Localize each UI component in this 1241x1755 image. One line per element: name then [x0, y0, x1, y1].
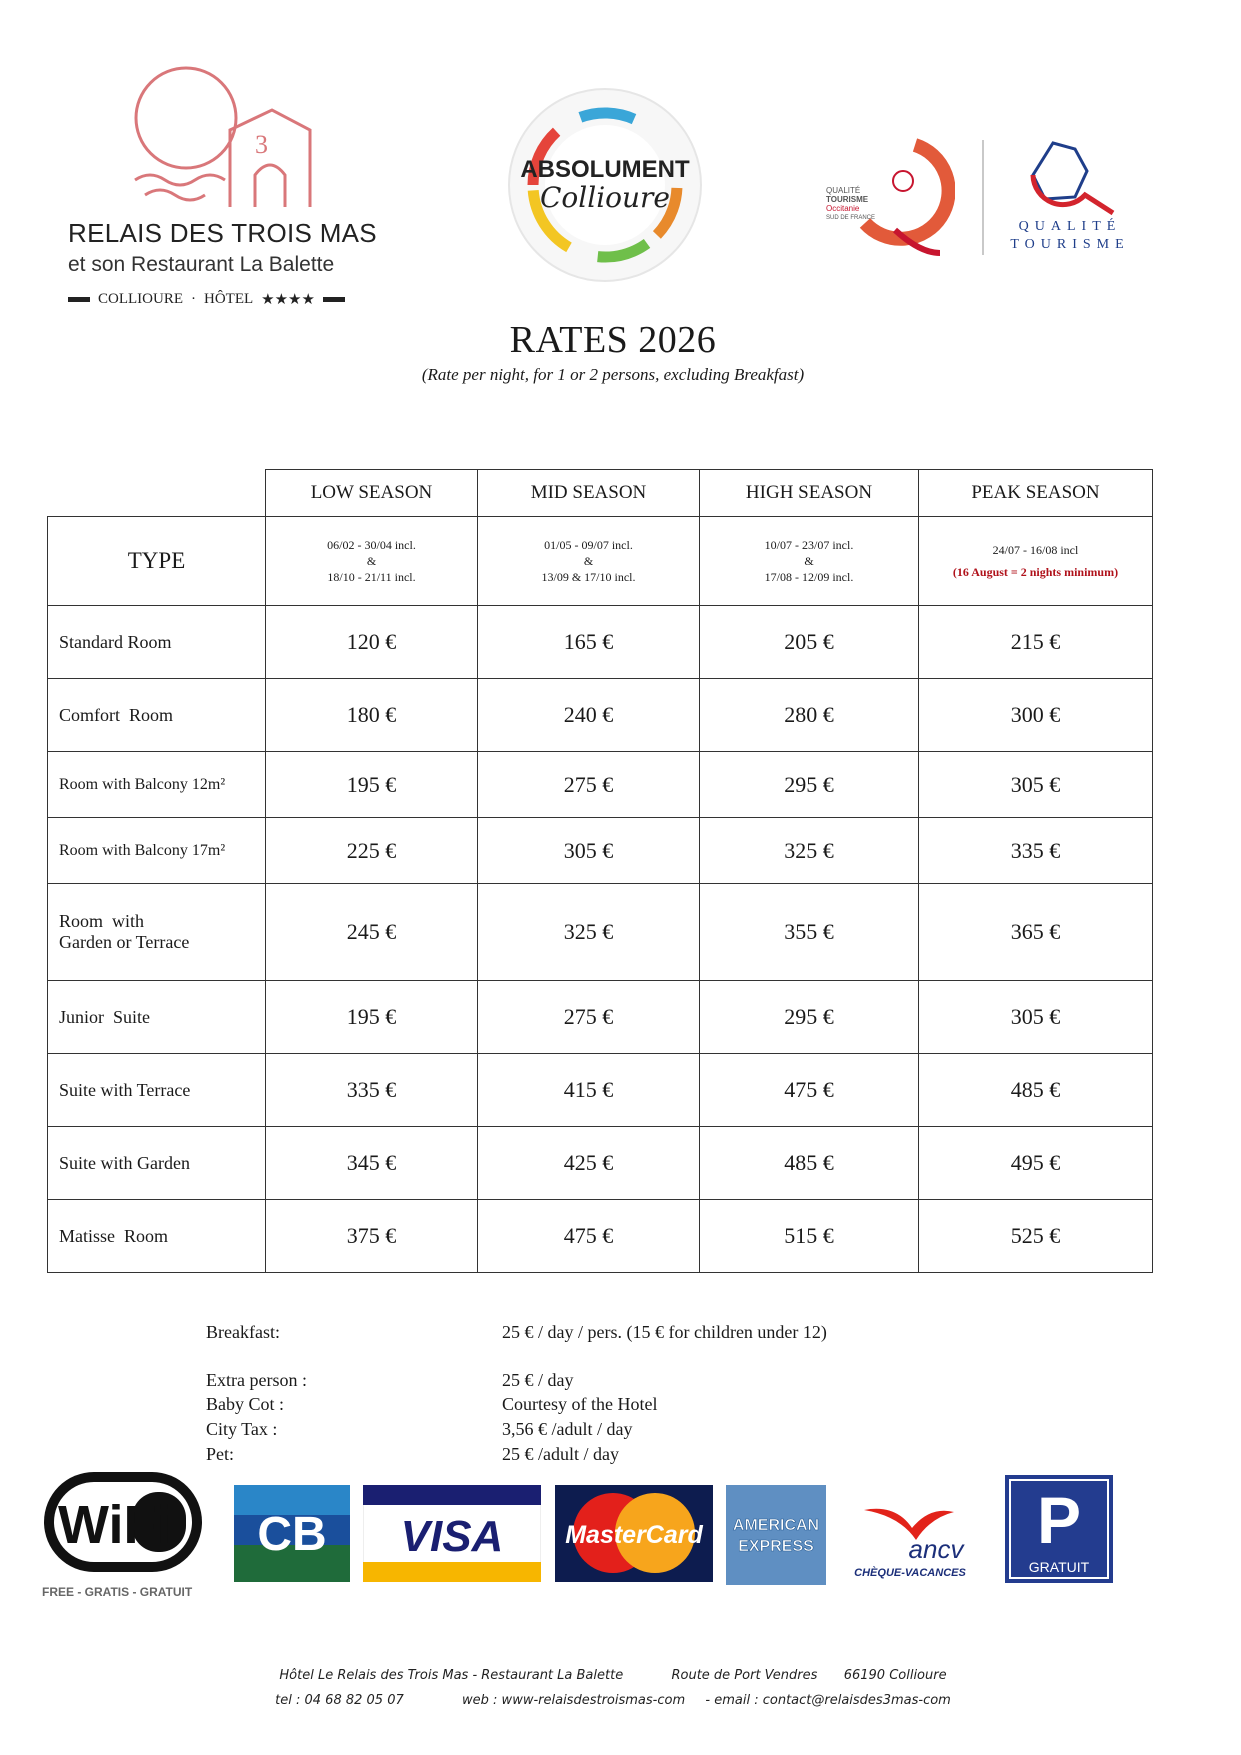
date-separator: &	[804, 554, 814, 568]
peak-minimum-stay-note: (16 August = 2 nights minimum)	[952, 565, 1119, 579]
season-peak-dates	[919, 517, 1153, 606]
qualite-tourisme-badge	[1005, 135, 1135, 260]
rate-row	[48, 752, 1153, 818]
room-type: Comfort Room	[48, 679, 266, 752]
price-low: 120 €	[266, 606, 478, 679]
room-type: Junior Suite	[48, 981, 266, 1054]
season-peak-header: PEAK SEASON	[919, 470, 1153, 517]
season-mid-dates	[478, 517, 700, 606]
tagline-place: COLLIOURE	[98, 291, 183, 307]
season-mid-header: MID SEASON	[478, 470, 700, 517]
american-express-icon	[726, 1485, 826, 1585]
baby-cot-label: Baby Cot :	[206, 1394, 285, 1414]
date-range: 06/02 - 30/04 incl.	[327, 538, 416, 552]
breakfast-value: 25 € / day / pers. (15 € for children under 12)	[502, 1322, 827, 1342]
rate-row	[48, 884, 1153, 981]
visa-card-icon	[363, 1485, 541, 1582]
page-title: RATES 2026	[509, 319, 717, 361]
svg-text:Occitanie: Occitanie	[826, 204, 860, 213]
rate-row	[48, 818, 1153, 884]
price-mid: 415 €	[478, 1054, 700, 1127]
price-high: 205 €	[700, 606, 919, 679]
rate-row	[48, 1054, 1153, 1127]
rate-row	[48, 981, 1153, 1054]
svg-text:MasterCard: MasterCard	[565, 1521, 703, 1549]
price-peak: 525 €	[919, 1200, 1153, 1273]
extra-person-label: Extra person :	[206, 1370, 307, 1390]
price-mid: 475 €	[478, 1200, 700, 1273]
price-peak: 365 €	[919, 884, 1153, 981]
date-range: 17/08 - 12/09 incl.	[764, 570, 854, 584]
price-mid: 240 €	[478, 679, 700, 752]
footer-contact-line	[0, 1693, 1226, 1708]
price-mid: 305 €	[478, 818, 700, 884]
svg-text:EXPRESS: EXPRESS	[738, 1538, 814, 1555]
footer-city: 66190 Collioure	[843, 1668, 947, 1683]
room-type: Standard Room	[48, 606, 266, 679]
price-low: 180 €	[266, 679, 478, 752]
price-high: 280 €	[700, 679, 919, 752]
price-peak: 305 €	[919, 981, 1153, 1054]
svg-text:ancv: ancv	[908, 1534, 964, 1564]
price-high: 355 €	[700, 884, 919, 981]
date-separator: &	[583, 554, 594, 568]
hotel-logo-mark	[60, 30, 390, 230]
svg-text:WiFi: WiFi	[58, 1495, 172, 1555]
price-low: 225 €	[266, 818, 478, 884]
price-mid: 275 €	[478, 752, 700, 818]
season-high-header: HIGH SEASON	[700, 470, 919, 517]
rate-row	[48, 1127, 1153, 1200]
price-peak: 495 €	[919, 1127, 1153, 1200]
price-mid: 275 €	[478, 981, 700, 1054]
price-high: 515 €	[700, 1200, 919, 1273]
date-range: 18/10 - 21/11 incl.	[327, 570, 416, 584]
price-mid: 425 €	[478, 1127, 700, 1200]
pet-value: 25 € /adult / day	[502, 1444, 619, 1464]
price-low: 195 €	[266, 981, 478, 1054]
absolument-collioure-badge	[505, 85, 705, 285]
room-type-line: Garden or Terrace	[59, 932, 190, 952]
rate-row	[48, 679, 1153, 752]
page-subtitle: (Rate per night, for 1 or 2 persons, excluding Breakfast)	[421, 365, 805, 384]
svg-text:VISA: VISA	[400, 1512, 504, 1561]
city-tax-value: 3,56 € /adult / day	[502, 1419, 633, 1439]
price-low: 345 €	[266, 1127, 478, 1200]
room-type: Room with Balcony 12m²	[48, 752, 266, 818]
footer-street: Route de Port Vendres	[671, 1668, 818, 1683]
breakfast-label: Breakfast:	[206, 1322, 280, 1342]
hotel-restaurant: et son Restaurant La Balette	[68, 253, 335, 276]
rates-table	[47, 469, 1153, 1273]
city-tax-label: City Tax :	[206, 1419, 278, 1439]
price-mid: 325 €	[478, 884, 700, 981]
season-low-header: LOW SEASON	[266, 470, 478, 517]
price-high: 475 €	[700, 1054, 919, 1127]
price-low: 195 €	[266, 752, 478, 818]
season-high-dates	[700, 517, 919, 606]
price-peak: 485 €	[919, 1054, 1153, 1127]
free-parking-icon	[1005, 1475, 1113, 1583]
date-range: 10/07 - 23/07 incl.	[764, 538, 854, 552]
price-peak: 305 €	[919, 752, 1153, 818]
qualite-tourisme-occitanie-badge	[820, 135, 955, 260]
ancv-cheque-vacances-icon	[846, 1490, 974, 1580]
tagline-bar	[323, 297, 345, 302]
svg-text:Collioure: Collioure	[540, 181, 670, 214]
room-type-line: Room with	[59, 911, 145, 931]
tagline-bar	[68, 297, 90, 302]
svg-text:QUALITÉ: QUALITÉ	[826, 186, 861, 195]
svg-text:AMERICAN: AMERICAN	[732, 1517, 820, 1534]
tagline-dot: ·	[191, 291, 196, 307]
svg-text:P: P	[1036, 1483, 1082, 1557]
room-type: Suite with Garden	[48, 1127, 266, 1200]
date-separator: &	[366, 554, 377, 568]
rate-row	[48, 606, 1153, 679]
svg-text:CHÈQUE-VACANCES: CHÈQUE-VACANCES	[854, 1567, 966, 1579]
svg-text:3: 3	[255, 130, 268, 159]
price-high: 295 €	[700, 981, 919, 1054]
room-type	[48, 884, 266, 981]
svg-text:TOURISME: TOURISME	[826, 195, 869, 204]
price-high: 325 €	[700, 818, 919, 884]
tagline-stars: ★★★★	[261, 292, 315, 308]
tagline-category: HÔTEL	[204, 291, 254, 307]
empty-corner-cell	[48, 470, 266, 517]
svg-text:QUALITÉ: QUALITÉ	[1018, 219, 1122, 234]
footer-address-line	[0, 1668, 1226, 1683]
date-range: 13/09 & 17/10 incl.	[541, 570, 636, 584]
pet-label: Pet:	[206, 1444, 235, 1464]
svg-text:SUD DE FRANCE: SUD DE FRANCE	[826, 215, 876, 221]
svg-text:CB: CB	[257, 1508, 327, 1561]
footer-website-link[interactable]: web : www-relaisdestroismas-com	[462, 1693, 686, 1708]
type-header: TYPE	[48, 517, 266, 606]
price-high: 295 €	[700, 752, 919, 818]
room-type: Room with Balcony 17m²	[48, 818, 266, 884]
rate-row	[48, 1200, 1153, 1273]
price-peak: 215 €	[919, 606, 1153, 679]
cb-card-icon	[234, 1485, 350, 1582]
badge-divider	[982, 140, 984, 255]
date-range: 01/05 - 09/07 incl.	[544, 538, 633, 552]
room-type: Suite with Terrace	[48, 1054, 266, 1127]
svg-text:ABSOLUMENT: ABSOLUMENT	[520, 156, 690, 183]
hotel-name: RELAIS DES TROIS MAS	[68, 218, 377, 248]
hotel-tagline	[68, 290, 345, 309]
extra-person-value: 25 € / day	[502, 1370, 574, 1390]
price-low: 335 €	[266, 1054, 478, 1127]
price-low: 245 €	[266, 884, 478, 981]
baby-cot-value: Courtesy of the Hotel	[502, 1394, 658, 1414]
price-peak: 300 €	[919, 679, 1153, 752]
price-low: 375 €	[266, 1200, 478, 1273]
svg-text:GRATUIT: GRATUIT	[1028, 1559, 1090, 1575]
svg-text:TOURISME: TOURISME	[1010, 237, 1130, 252]
price-mid: 165 €	[478, 606, 700, 679]
price-high: 485 €	[700, 1127, 919, 1200]
wifi-icon	[40, 1468, 210, 1603]
room-type: Matisse Room	[48, 1200, 266, 1273]
season-header-row	[48, 470, 1153, 517]
season-low-dates	[266, 517, 478, 606]
svg-text:FREE - GRATIS - GRATUIT: FREE - GRATIS - GRATUIT	[42, 1585, 193, 1599]
footer-hotel: Hôtel Le Relais des Trois Mas - Restaurant La Balette	[279, 1668, 624, 1683]
season-dates-row	[48, 517, 1153, 606]
mastercard-icon	[555, 1485, 713, 1582]
footer-email-link[interactable]: - email : contact@relaisdes3mas-com	[705, 1693, 951, 1708]
price-peak: 335 €	[919, 818, 1153, 884]
footer-phone: tel : 04 68 82 05 07	[275, 1693, 404, 1708]
date-range: 24/07 - 16/08 incl	[992, 543, 1079, 557]
